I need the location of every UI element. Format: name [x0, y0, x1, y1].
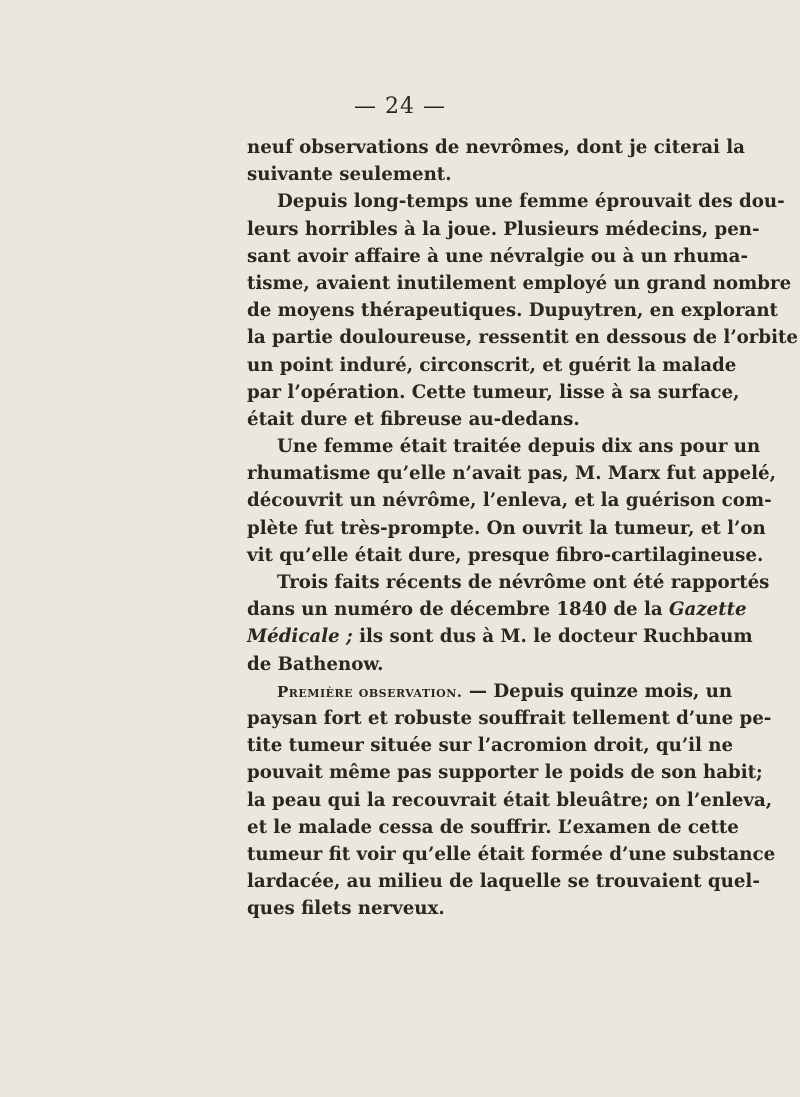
text-fragment: ils sont dus à M. le docteur Ruchbaum: [359, 626, 753, 648]
text-line: tite tumeur située sur l’acromion droit, qu’il ne: [247, 735, 734, 757]
text-line: vit qu’elle était dure, presque fibro-cartilagineuse.: [247, 544, 764, 566]
text-line: et le malade cessa de souffrir. L’examen de cette: [247, 816, 739, 838]
text-line: [247, 623, 753, 650]
text-line: un point induré, circonscrit, et guérit la malade: [247, 354, 737, 376]
text-line: la partie douloureuse, ressentit en dessous de l’orbite: [247, 327, 798, 349]
text-line: la peau qui la recouvrait était bleuâtre; on l’enleva,: [247, 789, 773, 811]
text-line: de Bathenow.: [247, 653, 384, 675]
text-line: pouvait même pas supporter le poids de son habit;: [247, 762, 763, 784]
text-line: par l’opération. Cette tumeur, lisse à sa surface,: [247, 381, 740, 403]
text-line: lardacée, au milieu de laquelle se trouvaient quel-: [247, 871, 760, 893]
text-line: sant avoir affaire à une névralgie ou à un rhuma-: [247, 245, 748, 267]
text-line: Depuis long-temps une femme éprouvait des dou-: [277, 191, 785, 213]
body-text: [247, 134, 798, 922]
text-line: tisme, avaient inutilement employé un grand nombre: [247, 272, 792, 294]
text-fragment: — Depuis quinze mois, un: [468, 680, 733, 702]
text-line: neuf observations de nevrômes, dont je citerai la: [247, 137, 745, 158]
page-number: — 24 —: [354, 94, 446, 119]
text-line: suivante seulement.: [247, 164, 452, 186]
text-line: tumeur fit voir qu’elle était formée d’une substance: [247, 843, 776, 865]
text-line: plète fut très-prompte. On ouvrit la tumeur, et l’on: [247, 517, 766, 539]
journal-title: Médicale ;: [247, 626, 353, 648]
text-line: était dure et fibreuse au-dedans.: [247, 408, 580, 430]
text-line: de moyens thérapeutiques. Dupuytren, en explorant: [247, 300, 778, 322]
text-line: ques filets nerveux.: [247, 898, 445, 920]
section-heading: Première observation.: [277, 682, 463, 701]
journal-title: Gazette: [669, 599, 747, 621]
text-line: leurs horribles à la joue. Plusieurs médecins, pen-: [247, 218, 760, 240]
text-fragment: dans un numéro de décembre 1840 de la: [247, 599, 663, 621]
text-line: rhumatisme qu’elle n’avait pas, M. Marx fut appelé,: [247, 463, 776, 485]
text-line: [247, 596, 747, 623]
text-line: découvrit un névrôme, l’enleva, et la guérison com-: [247, 490, 772, 512]
text-line: Trois faits récents de névrôme ont été rapportés: [277, 572, 770, 593]
text-line: [247, 678, 733, 705]
text-line: Une femme était traitée depuis dix ans pour un: [277, 436, 761, 458]
text-line: paysan fort et robuste souffrait tellement d’une pe-: [247, 707, 772, 729]
